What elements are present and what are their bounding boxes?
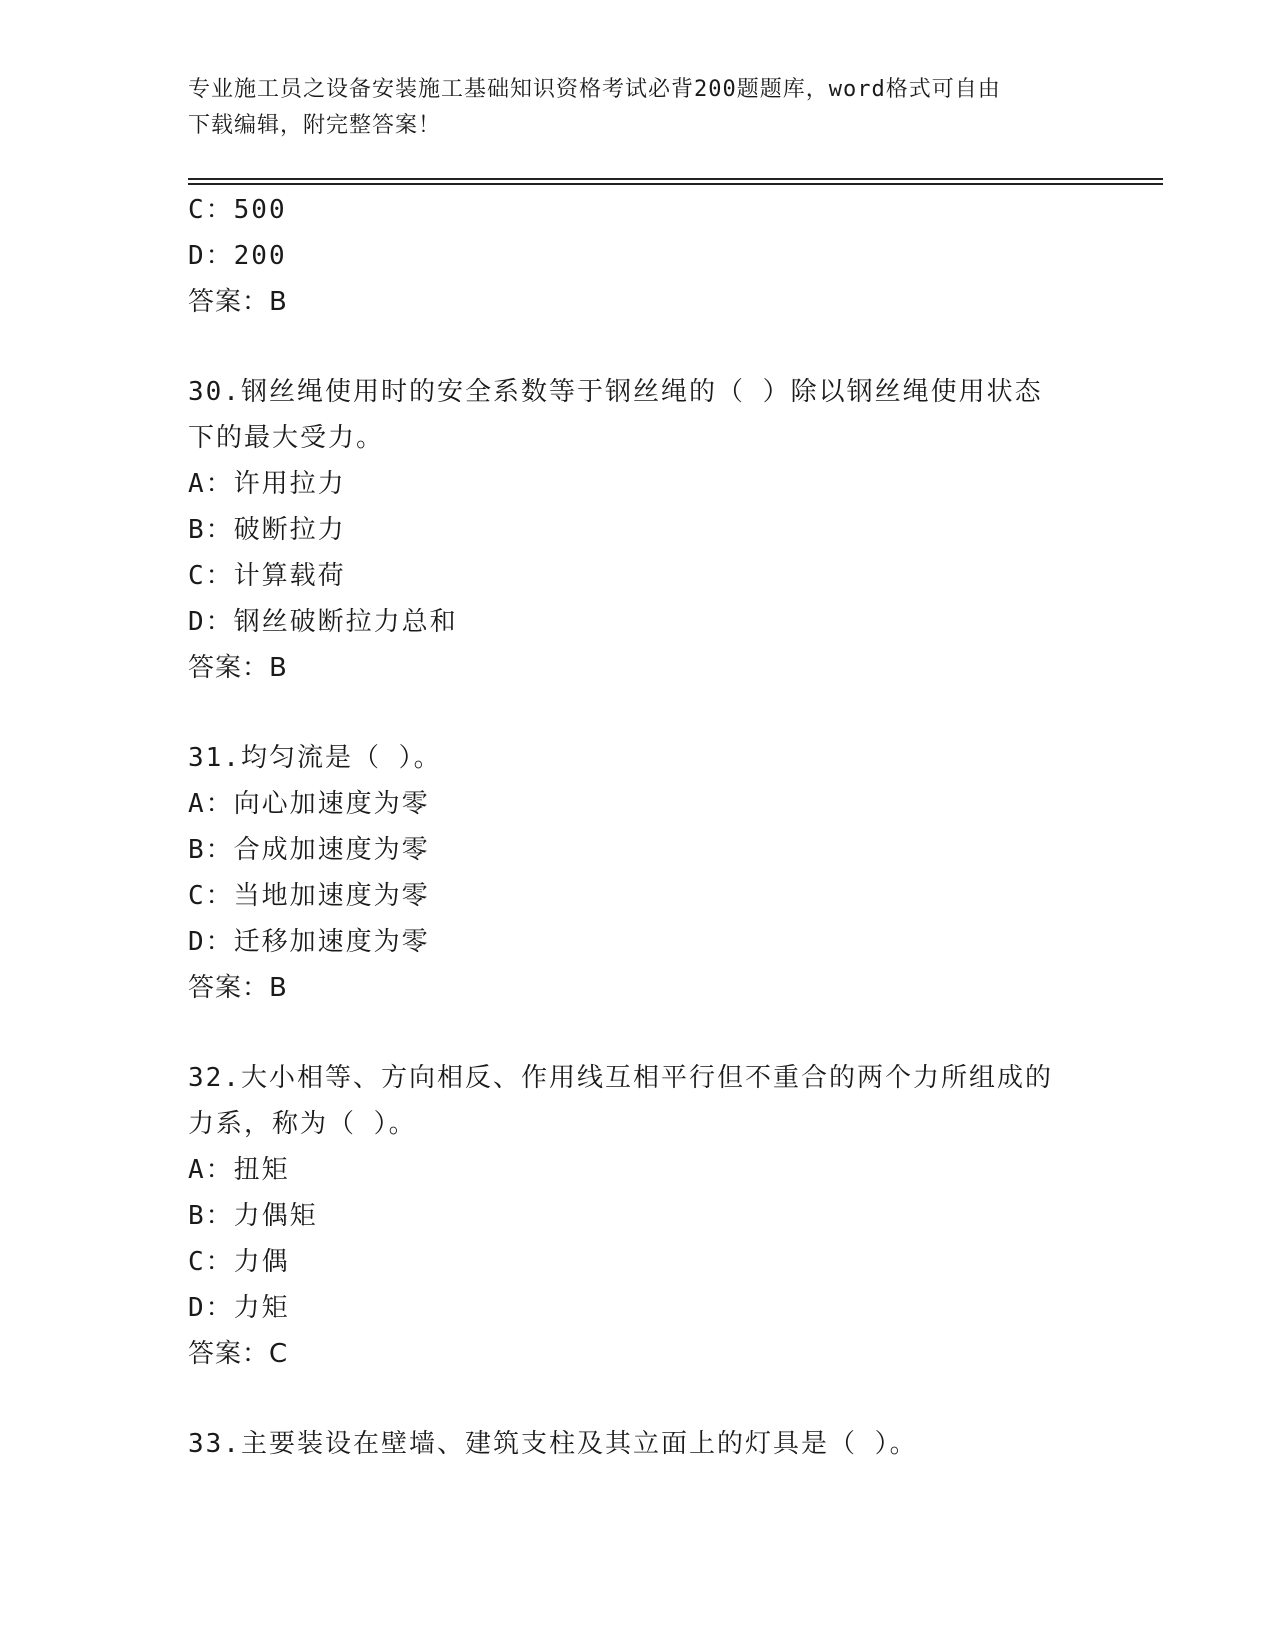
spacer bbox=[188, 1377, 1088, 1421]
question-text-line-1: 32.大小相等、方向相反、作用线互相平行但不重合的两个力所组成的 bbox=[188, 1063, 1053, 1093]
question-text-line-1: 30.钢丝绳使用时的安全系数等于钢丝绳的（ ）除以钢丝绳使用状态 bbox=[188, 377, 1043, 407]
question-29-tail bbox=[188, 187, 1088, 325]
option-a: A：扭矩 bbox=[188, 1155, 290, 1185]
option-a: A：许用拉力 bbox=[188, 469, 346, 499]
spacer bbox=[188, 1011, 1088, 1055]
option-d: D：力矩 bbox=[188, 1293, 290, 1323]
option-d: D：200 bbox=[188, 241, 287, 271]
option-c: C：力偶 bbox=[188, 1247, 290, 1277]
header-rule-bottom bbox=[188, 183, 1163, 185]
option-c: C：500 bbox=[188, 195, 287, 225]
spacer bbox=[188, 325, 1088, 369]
question-text-line-2: 下的最大受力。 bbox=[188, 423, 385, 453]
question-30 bbox=[188, 369, 1088, 691]
question-31 bbox=[188, 735, 1088, 1011]
question-text-line-1: 31.均匀流是（ ）。 bbox=[188, 743, 442, 773]
option-d: D：迁移加速度为零 bbox=[188, 927, 430, 957]
spacer bbox=[188, 691, 1088, 735]
answer: 答案：B bbox=[188, 653, 288, 683]
header-line-1: 专业施工员之设备安装施工基础知识资格考试必背200题题库，word格式可自由 bbox=[188, 77, 1001, 102]
question-text-line-2: 力系，称为（ ）。 bbox=[188, 1109, 417, 1139]
question-text-line-1: 33.主要装设在壁墙、建筑支柱及其立面上的灯具是（ ）。 bbox=[188, 1429, 918, 1459]
option-c: C：当地加速度为零 bbox=[188, 881, 430, 911]
option-d: D：钢丝破断拉力总和 bbox=[188, 607, 458, 637]
document-header bbox=[188, 72, 1088, 144]
question-32 bbox=[188, 1055, 1088, 1377]
option-b: B：合成加速度为零 bbox=[188, 835, 430, 865]
option-a: A：向心加速度为零 bbox=[188, 789, 430, 819]
answer: 答案：C bbox=[188, 1339, 289, 1369]
option-b: B：力偶矩 bbox=[188, 1201, 318, 1231]
answer: 答案：B bbox=[188, 287, 288, 317]
header-line-2: 下载编辑，附完整答案！ bbox=[188, 113, 442, 138]
option-b: B：破断拉力 bbox=[188, 515, 346, 545]
answer: 答案：B bbox=[188, 973, 288, 1003]
question-33 bbox=[188, 1421, 1088, 1467]
option-c: C：计算载荷 bbox=[188, 561, 346, 591]
document-body bbox=[188, 187, 1088, 1467]
header-rule-top bbox=[188, 178, 1163, 180]
